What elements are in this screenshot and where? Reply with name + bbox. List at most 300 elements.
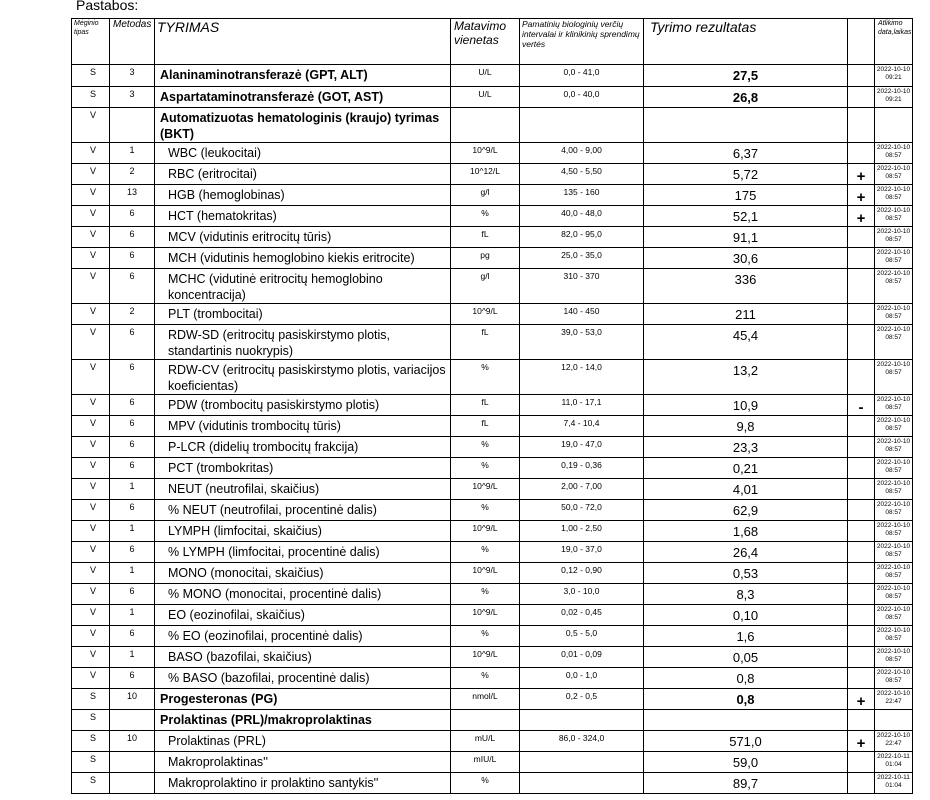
unit-cell: 10^9/L — [451, 479, 520, 500]
flag-cell — [848, 500, 875, 521]
sample-type-cell: V — [72, 143, 110, 164]
date-cell: 2022-10-10 08:57 — [875, 206, 913, 227]
flag-cell — [848, 437, 875, 458]
unit-cell: 10^9/L — [451, 605, 520, 626]
test-name-cell: RDW-SD (eritrocitų pasiskirstymo plotis, standartinis nuokrypis) — [155, 325, 451, 360]
table-row — [72, 143, 913, 164]
unit-cell: mIU/L — [451, 752, 520, 773]
result-cell: 10,9 — [644, 395, 848, 416]
table-row — [72, 304, 913, 325]
unit-cell — [451, 108, 520, 143]
flag-cell — [848, 325, 875, 360]
result-cell: 0,21 — [644, 458, 848, 479]
date-cell: 2022-10-10 08:57 — [875, 416, 913, 437]
reference-range-cell — [520, 773, 644, 794]
flag-cell — [848, 108, 875, 143]
method-cell: 6 — [110, 325, 155, 360]
table-row — [72, 500, 913, 521]
date-cell: 2022-10-10 08:57 — [875, 500, 913, 521]
result-cell: 13,2 — [644, 360, 848, 395]
reference-range-cell — [520, 710, 644, 731]
flag-cell — [848, 521, 875, 542]
result-cell: 9,8 — [644, 416, 848, 437]
sample-type-cell: V — [72, 360, 110, 395]
result-cell: 45,4 — [644, 325, 848, 360]
result-cell: 6,37 — [644, 143, 848, 164]
method-cell: 3 — [110, 65, 155, 87]
test-name-cell: HGB (hemoglobinas) — [155, 185, 451, 206]
date-cell: 2022-10-10 22:47 — [875, 689, 913, 710]
col-sample-type: Mėginio tipas — [72, 19, 110, 65]
table-row — [72, 185, 913, 206]
result-cell: 26,8 — [644, 87, 848, 108]
sample-type-cell: V — [72, 227, 110, 248]
date-cell: 2022-10-10 09:21 — [875, 65, 913, 87]
reference-range-cell: 0,01 - 0,09 — [520, 647, 644, 668]
method-cell — [110, 773, 155, 794]
method-cell: 6 — [110, 500, 155, 521]
table-row — [72, 206, 913, 227]
flag-cell — [848, 668, 875, 689]
date-cell — [875, 710, 913, 731]
date-cell: 2022-10-10 08:57 — [875, 584, 913, 605]
flag-cell — [848, 773, 875, 794]
table-row — [72, 542, 913, 563]
sample-type-cell: V — [72, 584, 110, 605]
sample-type-cell: S — [72, 752, 110, 773]
reference-range-cell — [520, 108, 644, 143]
test-name-cell: Makroprolaktino ir prolaktino santykis'' — [155, 773, 451, 794]
test-name-cell: Progesteronas (PG) — [155, 689, 451, 710]
table-header-row — [72, 19, 913, 65]
reference-range-cell: 86,0 - 324,0 — [520, 731, 644, 752]
result-cell: 52,1 — [644, 206, 848, 227]
result-cell: 1,68 — [644, 521, 848, 542]
flag-cell — [848, 479, 875, 500]
table-row — [72, 605, 913, 626]
sample-type-cell: V — [72, 668, 110, 689]
unit-cell: % — [451, 500, 520, 521]
col-reference: Pamatinių biologinių verčių intervalai ir klinikinių sprendimų vertės — [520, 19, 644, 65]
date-cell: 2022-10-10 08:57 — [875, 458, 913, 479]
table-row — [72, 626, 913, 647]
date-cell: 2022-10-10 08:57 — [875, 269, 913, 304]
method-cell: 1 — [110, 521, 155, 542]
result-cell: 5,72 — [644, 164, 848, 185]
date-cell: 2022-10-10 08:57 — [875, 542, 913, 563]
unit-cell: U/L — [451, 87, 520, 108]
date-cell: 2022-10-10 08:57 — [875, 437, 913, 458]
method-cell: 1 — [110, 563, 155, 584]
test-name-cell: PCT (trombokritas) — [155, 458, 451, 479]
test-name-cell: MPV (vidutinis trombocitų tūris) — [155, 416, 451, 437]
unit-cell: U/L — [451, 65, 520, 87]
test-name-cell: PDW (trombocitų pasiskirstymo plotis) — [155, 395, 451, 416]
sample-type-cell: V — [72, 185, 110, 206]
flag-cell — [848, 65, 875, 87]
date-cell: 2022-10-10 08:57 — [875, 626, 913, 647]
date-cell: 2022-10-11 01:04 — [875, 773, 913, 794]
method-cell: 1 — [110, 143, 155, 164]
col-flag — [848, 19, 875, 65]
notes-label: Pastabos: — [76, 0, 139, 13]
flag-cell: + — [848, 731, 875, 752]
flag-cell — [848, 647, 875, 668]
method-cell: 6 — [110, 458, 155, 479]
reference-range-cell: 2,00 - 7,00 — [520, 479, 644, 500]
sample-type-cell: V — [72, 325, 110, 360]
result-cell: 89,7 — [644, 773, 848, 794]
unit-cell: fL — [451, 395, 520, 416]
sample-type-cell: V — [72, 164, 110, 185]
reference-range-cell: 11,0 - 17,1 — [520, 395, 644, 416]
reference-range-cell — [520, 752, 644, 773]
method-cell: 6 — [110, 668, 155, 689]
test-name-cell: WBC (leukocitai) — [155, 143, 451, 164]
table-row — [72, 416, 913, 437]
sample-type-cell: S — [72, 710, 110, 731]
date-cell: 2022-10-10 08:57 — [875, 164, 913, 185]
reference-range-cell: 0,12 - 0,90 — [520, 563, 644, 584]
result-cell — [644, 710, 848, 731]
flag-cell — [848, 710, 875, 731]
flag-cell: - — [848, 395, 875, 416]
flag-cell — [848, 87, 875, 108]
test-name-cell: Makroprolaktinas'' — [155, 752, 451, 773]
method-cell: 6 — [110, 542, 155, 563]
reference-range-cell: 0,0 - 41,0 — [520, 65, 644, 87]
table-row — [72, 325, 913, 360]
sample-type-cell: S — [72, 731, 110, 752]
reference-range-cell: 1,00 - 2,50 — [520, 521, 644, 542]
reference-range-cell: 0,2 - 0,5 — [520, 689, 644, 710]
table-row — [72, 752, 913, 773]
reference-range-cell: 7,4 - 10,4 — [520, 416, 644, 437]
flag-cell: + — [848, 689, 875, 710]
test-name-cell: MONO (monocitai, skaičius) — [155, 563, 451, 584]
reference-range-cell: 0,5 - 5,0 — [520, 626, 644, 647]
table-row — [72, 710, 913, 731]
test-name-cell: % NEUT (neutrofilai, procentinė dalis) — [155, 500, 451, 521]
table-row — [72, 647, 913, 668]
reference-range-cell: 25,0 - 35,0 — [520, 248, 644, 269]
flag-cell — [848, 360, 875, 395]
method-cell: 3 — [110, 87, 155, 108]
method-cell: 10 — [110, 689, 155, 710]
test-name-cell: EO (eozinofilai, skaičius) — [155, 605, 451, 626]
date-cell: 2022-10-10 08:57 — [875, 668, 913, 689]
method-cell: 6 — [110, 227, 155, 248]
method-cell: 6 — [110, 584, 155, 605]
flag-cell — [848, 143, 875, 164]
date-cell: 2022-10-10 08:57 — [875, 248, 913, 269]
result-cell: 23,3 — [644, 437, 848, 458]
result-cell: 0,53 — [644, 563, 848, 584]
date-cell: 2022-10-10 08:57 — [875, 227, 913, 248]
col-method: Metodas — [110, 19, 155, 65]
unit-cell: mU/L — [451, 731, 520, 752]
date-cell: 2022-10-10 08:57 — [875, 479, 913, 500]
table-row — [72, 269, 913, 304]
table-row — [72, 87, 913, 108]
table-row — [72, 65, 913, 87]
result-cell — [644, 108, 848, 143]
reference-range-cell: 12,0 - 14,0 — [520, 360, 644, 395]
method-cell: 10 — [110, 731, 155, 752]
date-cell: 2022-10-10 08:57 — [875, 143, 913, 164]
method-cell — [110, 108, 155, 143]
test-name-cell: % MONO (monocitai, procentinė dalis) — [155, 584, 451, 605]
flag-cell — [848, 542, 875, 563]
test-name-cell: RDW-CV (eritrocitų pasiskirstymo plotis, variacijos koeficientas) — [155, 360, 451, 395]
reference-range-cell: 82,0 - 95,0 — [520, 227, 644, 248]
method-cell: 13 — [110, 185, 155, 206]
test-name-cell: Prolaktinas (PRL)/makroprolaktinas — [155, 710, 451, 731]
table-row — [72, 773, 913, 794]
test-name-cell: Automatizuotas hematologinis (kraujo) tyrimas (BKT) — [155, 108, 451, 143]
date-cell: 2022-10-10 08:57 — [875, 647, 913, 668]
result-cell: 1,6 — [644, 626, 848, 647]
method-cell: 2 — [110, 304, 155, 325]
unit-cell: % — [451, 437, 520, 458]
result-cell: 26,4 — [644, 542, 848, 563]
unit-cell: 10^9/L — [451, 647, 520, 668]
date-cell: 2022-10-10 09:21 — [875, 87, 913, 108]
col-date: Atlikimo data,laikas — [875, 19, 913, 65]
unit-cell: 10^9/L — [451, 521, 520, 542]
date-cell: 2022-10-10 08:57 — [875, 605, 913, 626]
flag-cell — [848, 227, 875, 248]
method-cell: 6 — [110, 206, 155, 227]
date-cell — [875, 108, 913, 143]
flag-cell — [848, 752, 875, 773]
method-cell — [110, 752, 155, 773]
reference-range-cell: 0,0 - 40,0 — [520, 87, 644, 108]
flag-cell — [848, 458, 875, 479]
sample-type-cell: S — [72, 689, 110, 710]
result-cell: 211 — [644, 304, 848, 325]
unit-cell: % — [451, 584, 520, 605]
test-name-cell: MCV (vidutinis eritrocitų tūris) — [155, 227, 451, 248]
table-row — [72, 437, 913, 458]
test-name-cell: P-LCR (didelių trombocitų frakcija) — [155, 437, 451, 458]
result-cell: 4,01 — [644, 479, 848, 500]
table-row — [72, 584, 913, 605]
date-cell: 2022-10-10 08:57 — [875, 521, 913, 542]
unit-cell: nmol/L — [451, 689, 520, 710]
flag-cell — [848, 626, 875, 647]
unit-cell — [451, 710, 520, 731]
test-name-cell: PLT (trombocitai) — [155, 304, 451, 325]
sample-type-cell: V — [72, 647, 110, 668]
sample-type-cell: V — [72, 479, 110, 500]
sample-type-cell: V — [72, 416, 110, 437]
date-cell: 2022-10-10 08:57 — [875, 185, 913, 206]
reference-range-cell: 4,00 - 9,00 — [520, 143, 644, 164]
method-cell: 6 — [110, 269, 155, 304]
sample-type-cell: V — [72, 108, 110, 143]
result-cell: 91,1 — [644, 227, 848, 248]
flag-cell — [848, 248, 875, 269]
method-cell: 6 — [110, 437, 155, 458]
sample-type-cell: S — [72, 773, 110, 794]
result-cell: 62,9 — [644, 500, 848, 521]
unit-cell: % — [451, 458, 520, 479]
test-name-cell: MCHC (vidutinė eritrocitų hemoglobino koncentracija) — [155, 269, 451, 304]
reference-range-cell: 39,0 - 53,0 — [520, 325, 644, 360]
sample-type-cell: V — [72, 500, 110, 521]
unit-cell: % — [451, 360, 520, 395]
test-name-cell: LYMPH (limfocitai, skaičius) — [155, 521, 451, 542]
result-cell: 0,05 — [644, 647, 848, 668]
col-test: TYRIMAS — [155, 19, 451, 65]
flag-cell — [848, 304, 875, 325]
reference-range-cell: 310 - 370 — [520, 269, 644, 304]
table-row — [72, 479, 913, 500]
method-cell: 2 — [110, 164, 155, 185]
method-cell — [110, 710, 155, 731]
unit-cell: 10^12/L — [451, 164, 520, 185]
method-cell: 6 — [110, 360, 155, 395]
unit-cell: 10^9/L — [451, 143, 520, 164]
method-cell: 1 — [110, 605, 155, 626]
table-row — [72, 108, 913, 143]
sample-type-cell: V — [72, 304, 110, 325]
unit-cell: fL — [451, 227, 520, 248]
sample-type-cell: V — [72, 521, 110, 542]
test-name-cell: Alaninaminotransferazė (GPT, ALT) — [155, 65, 451, 87]
sample-type-cell: S — [72, 65, 110, 87]
lab-results-table — [71, 18, 913, 794]
result-cell: 30,6 — [644, 248, 848, 269]
result-cell: 27,5 — [644, 65, 848, 87]
date-cell: 2022-10-10 08:57 — [875, 395, 913, 416]
date-cell: 2022-10-10 08:57 — [875, 563, 913, 584]
table-row — [72, 668, 913, 689]
result-cell: 59,0 — [644, 752, 848, 773]
sample-type-cell: V — [72, 542, 110, 563]
sample-type-cell: V — [72, 248, 110, 269]
test-name-cell: BASO (bazofilai, skaičius) — [155, 647, 451, 668]
flag-cell: + — [848, 164, 875, 185]
sample-type-cell: V — [72, 437, 110, 458]
table-row — [72, 227, 913, 248]
test-name-cell: % EO (eozinofilai, procentinė dalis) — [155, 626, 451, 647]
flag-cell — [848, 416, 875, 437]
table-row — [72, 458, 913, 479]
test-name-cell: NEUT (neutrofilai, skaičius) — [155, 479, 451, 500]
test-name-cell: Aspartataminotransferazė (GOT, AST) — [155, 87, 451, 108]
unit-cell: fL — [451, 325, 520, 360]
unit-cell: % — [451, 668, 520, 689]
reference-range-cell: 0,0 - 1,0 — [520, 668, 644, 689]
reference-range-cell: 19,0 - 37,0 — [520, 542, 644, 563]
method-cell: 6 — [110, 248, 155, 269]
result-cell: 0,10 — [644, 605, 848, 626]
table-row — [72, 521, 913, 542]
date-cell: 2022-10-11 01:04 — [875, 752, 913, 773]
table-row — [72, 248, 913, 269]
reference-range-cell: 140 - 450 — [520, 304, 644, 325]
test-name-cell: % BASO (bazofilai, procentinė dalis) — [155, 668, 451, 689]
unit-cell: g/l — [451, 269, 520, 304]
method-cell: 1 — [110, 479, 155, 500]
date-cell: 2022-10-10 08:57 — [875, 304, 913, 325]
sample-type-cell: V — [72, 269, 110, 304]
sample-type-cell: V — [72, 563, 110, 584]
col-result: Tyrimo rezultatas — [644, 19, 848, 65]
sample-type-cell: V — [72, 626, 110, 647]
unit-cell: % — [451, 773, 520, 794]
flag-cell — [848, 605, 875, 626]
date-cell: 2022-10-10 22:47 — [875, 731, 913, 752]
flag-cell: + — [848, 185, 875, 206]
reference-range-cell: 0,19 - 0,36 — [520, 458, 644, 479]
result-cell: 175 — [644, 185, 848, 206]
reference-range-cell: 135 - 160 — [520, 185, 644, 206]
reference-range-cell: 50,0 - 72,0 — [520, 500, 644, 521]
method-cell: 6 — [110, 626, 155, 647]
table-row — [72, 360, 913, 395]
table-row — [72, 689, 913, 710]
sample-type-cell: V — [72, 605, 110, 626]
reference-range-cell: 19,0 - 47,0 — [520, 437, 644, 458]
test-name-cell: % LYMPH (limfocitai, procentinė dalis) — [155, 542, 451, 563]
result-cell: 336 — [644, 269, 848, 304]
test-name-cell: MCH (vidutinis hemoglobino kiekis eritrocite) — [155, 248, 451, 269]
reference-range-cell: 3,0 - 10,0 — [520, 584, 644, 605]
table-row — [72, 563, 913, 584]
test-name-cell: Prolaktinas (PRL) — [155, 731, 451, 752]
reference-range-cell: 40,0 - 48,0 — [520, 206, 644, 227]
table-row — [72, 731, 913, 752]
unit-cell: g/l — [451, 185, 520, 206]
sample-type-cell: S — [72, 87, 110, 108]
unit-cell: 10^9/L — [451, 563, 520, 584]
col-unit: Matavimo vienetas — [451, 19, 520, 65]
method-cell: 1 — [110, 647, 155, 668]
sample-type-cell: V — [72, 395, 110, 416]
unit-cell: % — [451, 626, 520, 647]
flag-cell — [848, 584, 875, 605]
unit-cell: fL — [451, 416, 520, 437]
flag-cell: + — [848, 206, 875, 227]
result-cell: 8,3 — [644, 584, 848, 605]
method-cell: 6 — [110, 416, 155, 437]
result-cell: 571,0 — [644, 731, 848, 752]
result-cell: 0,8 — [644, 668, 848, 689]
table-body — [72, 65, 913, 794]
unit-cell: % — [451, 206, 520, 227]
result-cell: 0,8 — [644, 689, 848, 710]
flag-cell — [848, 269, 875, 304]
test-name-cell: HCT (hematokritas) — [155, 206, 451, 227]
unit-cell: 10^9/L — [451, 304, 520, 325]
method-cell: 6 — [110, 395, 155, 416]
date-cell: 2022-10-10 08:57 — [875, 325, 913, 360]
date-cell: 2022-10-10 08:57 — [875, 360, 913, 395]
unit-cell: % — [451, 542, 520, 563]
reference-range-cell: 0,02 - 0,45 — [520, 605, 644, 626]
flag-cell — [848, 563, 875, 584]
test-name-cell: RBC (eritrocitai) — [155, 164, 451, 185]
reference-range-cell: 4,50 - 5,50 — [520, 164, 644, 185]
table-row — [72, 164, 913, 185]
table-row — [72, 395, 913, 416]
sample-type-cell: V — [72, 206, 110, 227]
sample-type-cell: V — [72, 458, 110, 479]
unit-cell: pg — [451, 248, 520, 269]
